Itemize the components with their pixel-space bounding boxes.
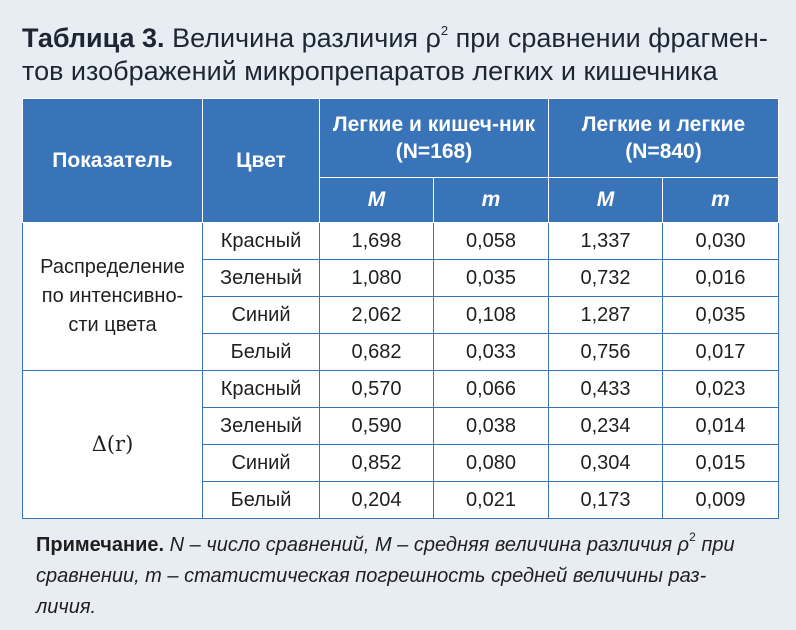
value-cell: 1,287 xyxy=(549,297,663,334)
value-cell: 0,035 xyxy=(663,297,779,334)
color-cell: Синий xyxy=(203,445,320,482)
value-cell: 0,682 xyxy=(320,334,434,371)
value-cell: 0,080 xyxy=(434,445,549,482)
title-superscript: 2 xyxy=(440,23,449,38)
data-table xyxy=(22,98,779,519)
color-cell: Синий xyxy=(203,297,320,334)
value-cell: 0,035 xyxy=(434,260,549,297)
value-cell: 0,021 xyxy=(434,482,549,519)
title-lead: Таблица 3. xyxy=(22,23,165,53)
value-cell: 0,030 xyxy=(663,223,779,260)
title-text: Величина различия ρ xyxy=(172,23,441,53)
value-cell: 0,570 xyxy=(320,371,434,408)
header-mean-2: M xyxy=(549,178,663,223)
color-cell: Красный xyxy=(203,223,320,260)
value-cell: 1,337 xyxy=(549,223,663,260)
color-cell: Зеленый xyxy=(203,408,320,445)
value-cell: 0,304 xyxy=(549,445,663,482)
value-cell: 0,017 xyxy=(663,334,779,371)
value-cell: 0,009 xyxy=(663,482,779,519)
note-text: N – число сравнений, M – средняя величина различия ρ xyxy=(169,534,690,556)
value-cell: 0,590 xyxy=(320,408,434,445)
value-cell: 0,108 xyxy=(434,297,549,334)
header-error-1: m xyxy=(434,178,549,223)
header-group-lungs-lungs: Легкие и легкие (N=840) xyxy=(549,99,779,178)
color-cell: Белый xyxy=(203,334,320,371)
value-cell: 0,023 xyxy=(663,371,779,408)
table-note xyxy=(36,522,766,623)
color-cell: Зеленый xyxy=(203,260,320,297)
header-mean-1: M xyxy=(320,178,434,223)
note-label: Примечание. xyxy=(36,534,165,556)
value-cell: 0,234 xyxy=(549,408,663,445)
value-cell: 0,066 xyxy=(434,371,549,408)
note-superscript: 2 xyxy=(689,530,696,544)
value-cell: 2,062 xyxy=(320,297,434,334)
value-cell: 1,698 xyxy=(320,223,434,260)
table-row xyxy=(23,371,779,408)
value-cell: 0,014 xyxy=(663,408,779,445)
color-cell: Красный xyxy=(203,371,320,408)
value-cell: 0,015 xyxy=(663,445,779,482)
value-cell: 0,038 xyxy=(434,408,549,445)
value-cell: 0,852 xyxy=(320,445,434,482)
value-cell: 1,080 xyxy=(320,260,434,297)
value-cell: 0,033 xyxy=(434,334,549,371)
value-cell: 0,204 xyxy=(320,482,434,519)
value-cell: 0,732 xyxy=(549,260,663,297)
value-cell: 0,173 xyxy=(549,482,663,519)
header-indicator: Показатель xyxy=(23,99,203,223)
header-color: Цвет xyxy=(203,99,320,223)
header-error-2: m xyxy=(663,178,779,223)
table-body xyxy=(23,223,779,519)
title-rest: при сравнении фрагмен-тов изображений микропрепаратов легких и кишечника xyxy=(22,23,768,86)
note-rest: при сравнении, m – статистическая погрешность средней величины раз-личия. xyxy=(36,534,735,618)
value-cell: 0,016 xyxy=(663,260,779,297)
value-cell: 0,058 xyxy=(434,223,549,260)
value-cell: 0,756 xyxy=(549,334,663,371)
section-label: Δ(r) xyxy=(23,371,203,519)
table-row xyxy=(23,223,779,260)
value-cell: 0,433 xyxy=(549,371,663,408)
table-title xyxy=(22,14,782,88)
section-label: Распределение по интенсивно-сти цвета xyxy=(23,223,203,371)
color-cell: Белый xyxy=(203,482,320,519)
header-group-lungs-intestine: Легкие и кишеч-ник (N=168) xyxy=(320,99,549,178)
